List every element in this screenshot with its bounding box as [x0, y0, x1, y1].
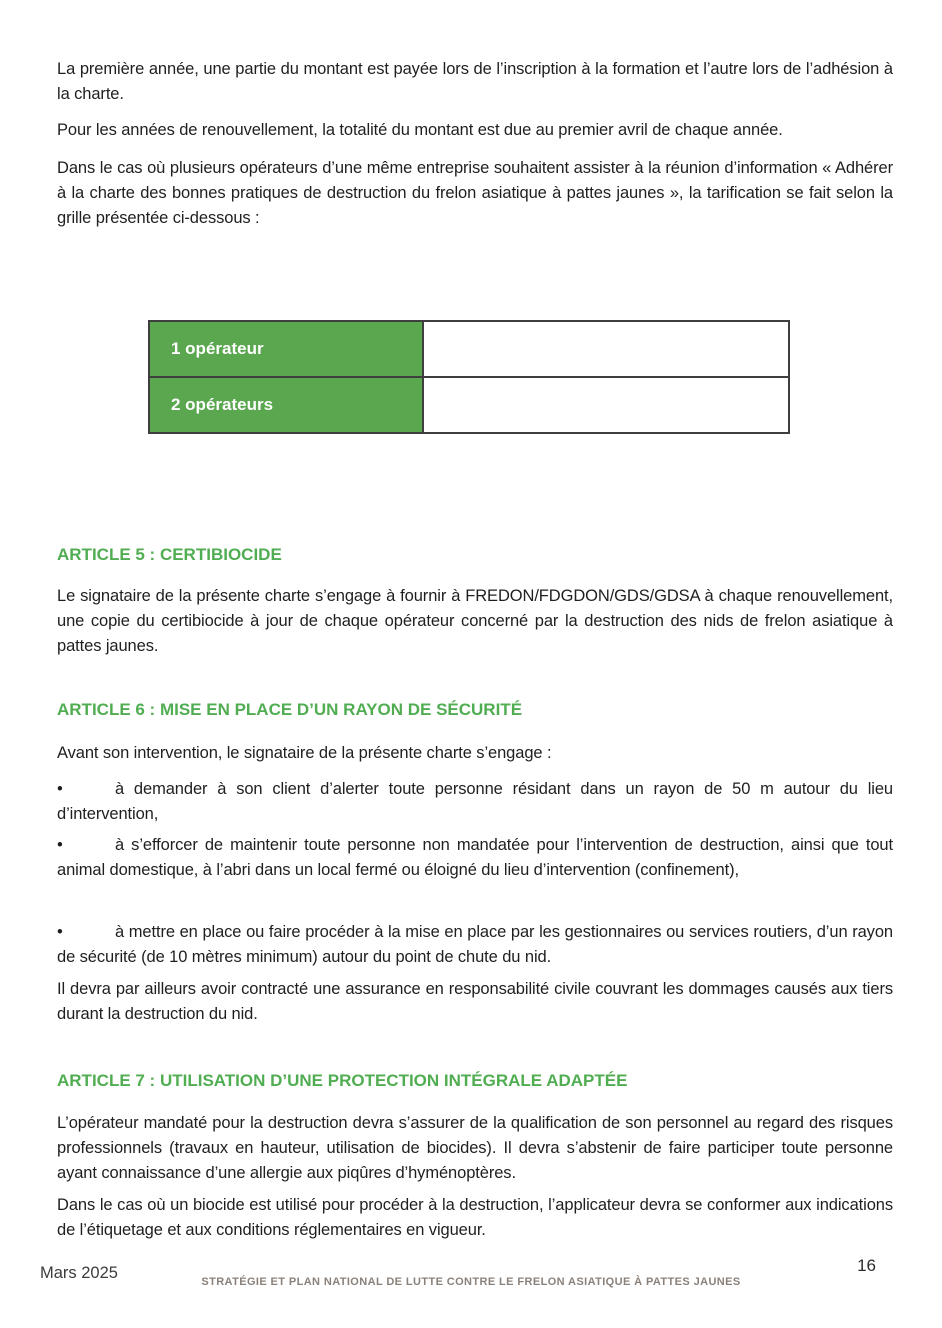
pricing-table	[148, 320, 790, 434]
footer-document-title: STRATÉGIE ET PLAN NATIONAL DE LUTTE CONTRE LE FRELON ASIATIQUE À PATTES JAUNES	[201, 1276, 741, 1288]
article-6-intro: Avant son intervention, le signataire de la présente charte s’engage :	[57, 743, 552, 762]
footer-page-number: 16	[857, 1256, 876, 1275]
article-7-paragraph-2: Dans le cas où un biocide est utilisé pour procéder à la destruction, l’applicateur devra se conformer aux indications de l’étiquetage et aux conditions réglementaires en vigueur.	[57, 1195, 893, 1239]
article-5-heading: ARTICLE 5 : CERTIBIOCIDE	[57, 545, 282, 565]
article-7-paragraph-1: L’opérateur mandaté pour la destruction devra s’assurer de la qualification de son personnel au regard des risques professionnels (travaux en hauteur, utilisation de biocides). Il devra s’abstenir de faire participer toute personne ayant connaissance d’une allergie aux piqûres d’hyménoptères.	[57, 1113, 893, 1182]
bullet-text: à demander à son client d’alerter toute personne résidant dans un rayon de 50 m autour du lieu d’intervention,	[57, 779, 893, 823]
table-row	[149, 321, 789, 377]
table-row	[149, 377, 789, 433]
pricing-row-value	[423, 321, 789, 377]
bullet-marker: •	[57, 922, 63, 941]
intro-paragraph-1: La première année, une partie du montant est payée lors de l’inscription à la formation et l’autre lors de l’adhésion à la charte.	[57, 59, 893, 103]
bullet-text: à s’efforcer de maintenir toute personne non mandatée pour l’intervention de destruction, ainsi que tout animal domestique, à l’abri dans un local fermé ou éloigné du lieu d’intervention (confinement),	[57, 835, 893, 879]
intro-paragraph-2: Pour les années de renouvellement, la totalité du montant est due au premier avril de chaque année.	[57, 120, 783, 139]
pricing-row-value	[423, 377, 789, 433]
bullet-text: à mettre en place ou faire procéder à la mise en place par les gestionnaires ou services routiers, d’un rayon de sécurité (de 10 mètres minimum) autour du point de chute du nid.	[57, 922, 893, 966]
article-6-heading: ARTICLE 6 : MISE EN PLACE D’UN RAYON DE SÉCURITÉ	[57, 700, 523, 720]
intro-paragraph-3: Dans le cas où plusieurs opérateurs d’une même entreprise souhaitent assister à la réunion d’information « Adhérer à la charte des bonnes pratiques de destruction du frelon asiatique à pattes jaunes », la tarification se fait selon la grille présentée ci-dessous :	[57, 158, 893, 227]
pricing-row-label: 2 opérateurs	[149, 377, 423, 433]
bullet-item	[57, 777, 893, 827]
bullet-marker: •	[57, 835, 63, 854]
bullet-item	[57, 920, 893, 970]
article-5-paragraph: Le signataire de la présente charte s’engage à fournir à FREDON/FDGDON/GDS/GDSA à chaque renouvellement, une copie du certibiocide à jour de chaque opérateur concerné par la destruction des nids de frelon asiatique à pattes jaunes.	[57, 586, 893, 655]
bullet-marker: •	[57, 779, 63, 798]
article-6-outro: Il devra par ailleurs avoir contracté une assurance en responsabilité civile couvrant les dommages causés aux tiers durant la destruction du nid.	[57, 979, 893, 1023]
pricing-row-label: 1 opérateur	[149, 321, 423, 377]
footer-date: Mars 2025	[40, 1264, 118, 1282]
article-7-heading: ARTICLE 7 : UTILISATION D’UNE PROTECTION INTÉGRALE ADAPTÉE	[57, 1071, 628, 1091]
bullet-item	[57, 833, 893, 883]
